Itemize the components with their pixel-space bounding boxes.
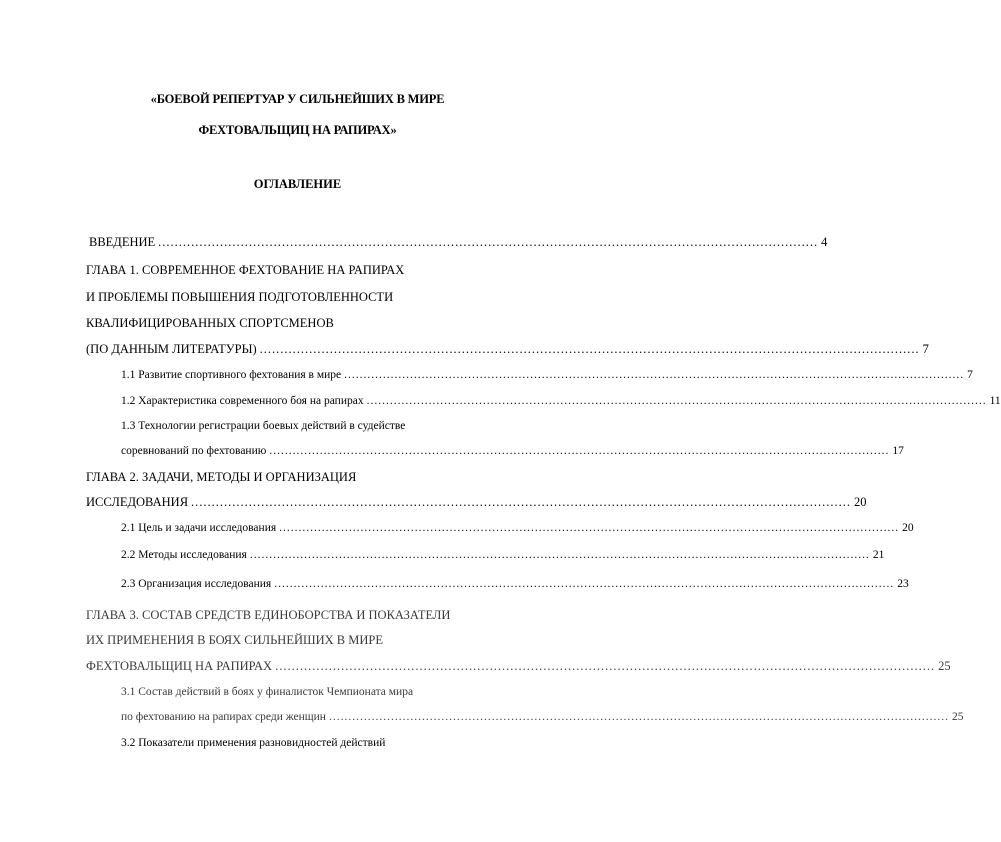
toc-entry-label: по фехтованию на рапирах среди женщин <box>121 711 326 723</box>
toc-leader-dots: ................................................................................................................................................................ <box>366 395 987 407</box>
toc-entry-page: 25 <box>938 659 951 673</box>
toc-chapter-2-line-2[interactable] <box>86 495 867 510</box>
toc-leader-dots: ................................................................................................................................................................ <box>158 235 819 249</box>
toc-leader-dots: ................................................................................................................................................................ <box>275 659 936 673</box>
toc-leader-dots: ................................................................................................................................................................ <box>279 522 900 534</box>
toc-leader-dots: ................................................................................................................................................................ <box>269 445 890 457</box>
toc-section-1-3-line-1[interactable]: 1.3 Технологии регистрации боевых действий в судействе <box>121 420 406 432</box>
toc-leader-dots: ................................................................................................................................................................ <box>328 711 949 723</box>
toc-section-2-2[interactable] <box>121 549 885 561</box>
toc-leader-dots: ................................................................................................................................................................ <box>249 549 870 561</box>
toc-leader-dots: ................................................................................................................................................................ <box>274 578 895 590</box>
toc-section-1-2[interactable] <box>121 395 1001 407</box>
toc-entry-label: ИССЛЕДОВАНИЯ <box>86 495 189 509</box>
toc-entry-intro[interactable] <box>89 235 828 250</box>
toc-entry-page: 20 <box>854 495 867 509</box>
toc-chapter-3-line-2[interactable]: ИХ ПРИМЕНЕНИЯ В БОЯХ СИЛЬНЕЙШИХ В МИРЕ <box>86 633 383 647</box>
toc-entry-label: (ПО ДАННЫМ ЛИТЕРАТУРЫ) <box>86 342 257 356</box>
document-title-line-1: «БОЕВОЙ РЕПЕРТУАР У СИЛЬНЕЙШИХ В МИРЕ <box>150 92 445 106</box>
toc-entry-page: 25 <box>951 711 964 723</box>
toc-section-3-1-line-2[interactable] <box>121 711 964 723</box>
toc-section-2-3[interactable] <box>121 578 909 590</box>
toc-entry-page: 20 <box>902 522 914 534</box>
toc-entry-label: 1.1 Развитие спортивного фехтования в мире <box>121 369 342 381</box>
toc-section-1-3-line-2[interactable] <box>121 445 904 457</box>
toc-entry-page: 21 <box>872 549 885 561</box>
toc-chapter-1-line-4[interactable] <box>86 342 929 357</box>
toc-entry-label: ФЕХТОВАЛЬЩИЦ НА РАПИРАХ <box>86 659 273 673</box>
toc-entry-label: 2.2 Методы исследования <box>121 549 247 561</box>
toc-entry-page: 23 <box>897 578 909 590</box>
toc-leader-dots: ................................................................................................................................................................ <box>259 342 920 356</box>
toc-section-2-1[interactable] <box>121 522 914 534</box>
toc-entry-page: 7 <box>922 342 929 356</box>
toc-chapter-1-line-3[interactable]: КВАЛИФИЦИРОВАННЫХ СПОРТСМЕНОВ <box>86 316 334 330</box>
toc-entry-label: 2.3 Организация исследования <box>121 578 272 590</box>
toc-entry-page: 4 <box>821 235 828 249</box>
toc-entry-page: 11 <box>989 395 1001 407</box>
toc-entry-label: 1.2 Характеристика современного боя на рапирах <box>121 395 364 407</box>
toc-leader-dots: ................................................................................................................................................................ <box>191 495 852 509</box>
toc-chapter-3-line-1[interactable]: ГЛАВА 3. СОСТАВ СРЕДСТВ ЕДИНОБОРСТВА И ПОКАЗАТЕЛИ <box>86 608 451 622</box>
toc-section-3-1-line-1[interactable]: 3.1 Состав действий в боях у финалисток Чемпионата мира <box>121 686 414 698</box>
toc-entry-page: 17 <box>892 445 904 457</box>
toc-entry-label: соревнований по фехтованию <box>121 445 267 457</box>
toc-entry-label: ВВЕДЕНИЕ <box>89 235 156 249</box>
toc-chapter-1-line-2[interactable]: И ПРОБЛЕМЫ ПОВЫШЕНИЯ ПОДГОТОВЛЕННОСТИ <box>86 290 394 304</box>
document-title-line-2: ФЕХТОВАЛЬЩИЦ НА РАПИРАХ» <box>198 123 397 137</box>
toc-entry-label: 2.1 Цель и задачи исследования <box>121 522 277 534</box>
toc-chapter-1-line-1[interactable]: ГЛАВА 1. СОВРЕМЕННОЕ ФЕХТОВАНИЕ НА РАПИРАХ <box>86 263 405 277</box>
toc-section-1-1[interactable] <box>121 369 973 381</box>
toc-leader-dots: ................................................................................................................................................................ <box>344 369 965 381</box>
toc-section-3-2[interactable]: 3.2 Показатели применения разновидностей действий <box>121 737 386 749</box>
toc-heading: ОГЛАВЛЕНИЕ <box>253 177 342 191</box>
toc-chapter-3-line-3[interactable] <box>86 659 951 674</box>
toc-chapter-2-line-1[interactable]: ГЛАВА 2. ЗАДАЧИ, МЕТОДЫ И ОРГАНИЗАЦИЯ <box>86 470 357 484</box>
toc-entry-page: 7 <box>967 369 973 381</box>
